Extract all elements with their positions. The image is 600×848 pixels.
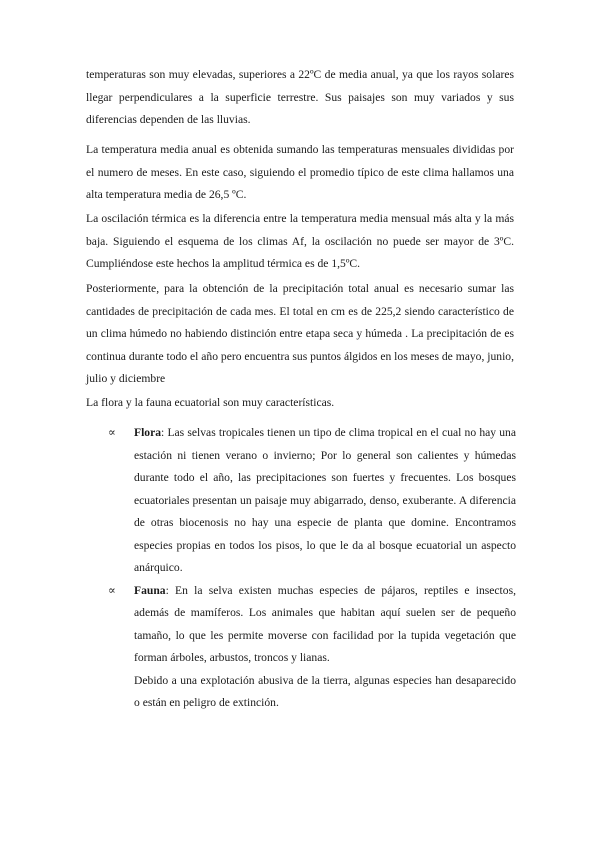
- paragraph-climate-intro: temperaturas son muy elevadas, superiores a 22ºC de media anual, ya que los rayos solares llegar perpendiculares a la superficie terrestre. Sus paisajes son muy variados y sus diferencias dependen de las lluvias.: [86, 68, 514, 126]
- paragraph-thermal-oscillation: La oscilación térmica es la diferencia entre la temperatura media mensual más alta y la más baja. Siguiendo el esquema de los climas Af, la oscilación no puede ser mayor de 3ºC. Cumpliéndose este hechos la amplitud térmica es de 1,5ºC.: [86, 212, 514, 270]
- bullet-list: [108, 422, 516, 715]
- list-item-fauna: [108, 580, 516, 715]
- bullet-text-fauna-extinction: Debido a una explotación abusiva de la tierra, algunas especies han desaparecido o están en peligro de extinción.: [134, 673, 516, 709]
- paragraph-precipitation: Posteriormente, para la obtención de la precipitación total anual es necesario sumar las cantidades de precipitación de cada mes. El total en cm es de 225,2 siendo característico de un clima húmedo no habiendo distinción entre etapa seca y húmeda . La precipitación de es continua durante todo el año pero encuentra sus puntos álgidos en los meses de mayo, junio, julio y diciembre: [86, 282, 514, 385]
- bullet-marker: ∝: [108, 426, 116, 439]
- bullet-marker: ∝: [108, 583, 116, 597]
- bullet-term-flora: Flora: [134, 426, 162, 439]
- paragraph-flora-fauna-intro: La flora y la fauna ecuatorial son muy características.: [86, 396, 335, 409]
- bullet-text-fauna: : En la selva existen muchas especies de pájaros, reptiles e insectos, además de mamíferos. Los animales que habitan aquí suelen ser de pequeño tamaño, lo que les permite moverse con facilidad por la tupida vegetación que forman árboles, arbustos, troncos y lianas.: [134, 583, 516, 664]
- bullet-text-flora: : Las selvas tropicales tienen un tipo de clima tropical en el cual no hay una estación ni tienen verano o invierno; Por lo general son calientes y húmedas durante todo el año, las precipitaciones son fuertes y frecuentes. Los bosques ecuatoriales presentan un paisaje muy abigarrado, denso, exuberante. A diferencia de otras biocenosis no hay una especie de planta que domine. Encontramos especies propias en todos los pisos, lo que le da al bosque ecuatorial un aspecto anárquico.: [134, 426, 516, 574]
- bullet-term-fauna: Fauna: [134, 583, 166, 597]
- paragraph-mean-temperature: La temperatura media anual es obtenida sumando las temperaturas mensuales divididas por el numero de meses. En este caso, siguiendo el promedio típico de este clima hallamos una alta temperatura media de 26,5 ºC.: [86, 143, 514, 201]
- list-item-flora: [108, 422, 516, 580]
